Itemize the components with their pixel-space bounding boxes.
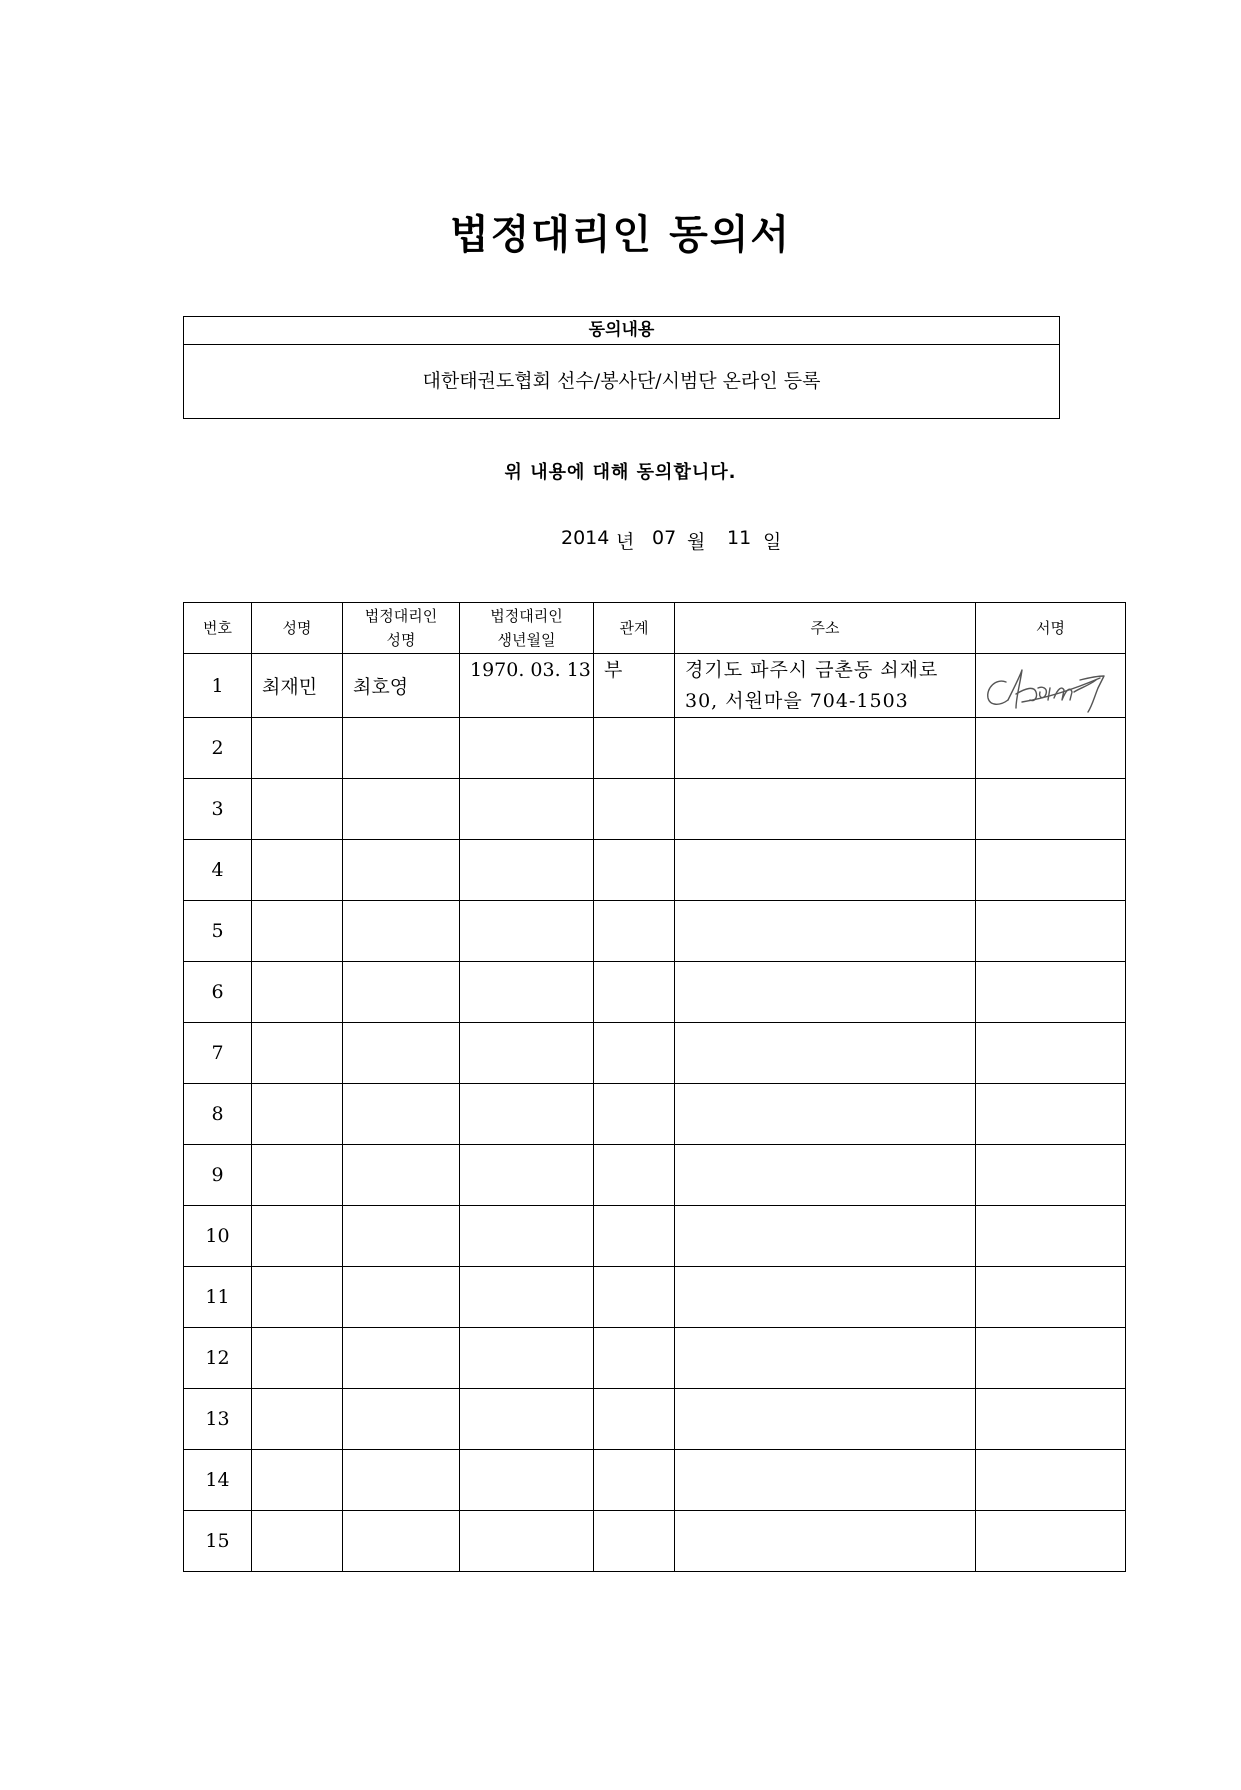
row-number: 5 <box>184 901 252 962</box>
header-guardian-birth <box>460 603 594 654</box>
date-month: 07 <box>652 527 677 549</box>
consent-body: 대한태권도협회 선수/봉사단/시범단 온라인 등록 <box>422 370 821 392</box>
guardian-table <box>183 602 1126 1572</box>
table-row <box>184 1389 1126 1450</box>
table-row <box>184 1328 1126 1389</box>
row-address: 경기도 파주시 금촌동 쇠재로 30, 서원마을 704-1503 <box>675 654 976 718</box>
header-guardian-name-line2: 성명 <box>386 631 416 649</box>
table-row <box>184 779 1126 840</box>
row-number: 15 <box>184 1511 252 1572</box>
row-guardian-birth: 1970. 03. 13 <box>460 654 594 718</box>
date-year: 2014 <box>561 527 610 549</box>
row-number: 14 <box>184 1450 252 1511</box>
date-month-unit: 월 <box>687 531 706 553</box>
table-row <box>184 962 1126 1023</box>
table-header-row <box>184 603 1126 654</box>
row-number: 9 <box>184 1145 252 1206</box>
table-row <box>184 654 1126 718</box>
table-row <box>184 1145 1126 1206</box>
table-row <box>184 901 1126 962</box>
date-day: 11 <box>727 527 752 549</box>
row-number: 2 <box>184 718 252 779</box>
table-row <box>184 718 1126 779</box>
row-number: 12 <box>184 1328 252 1389</box>
row-number: 8 <box>184 1084 252 1145</box>
table-row <box>184 1206 1126 1267</box>
header-signature: 서명 <box>976 603 1126 654</box>
header-relation: 관계 <box>594 603 675 654</box>
row-number: 1 <box>184 654 252 718</box>
date-year-unit: 년 <box>616 531 635 553</box>
row-number: 13 <box>184 1389 252 1450</box>
row-signature <box>976 654 1126 718</box>
row-guardian-name: 최호영 <box>343 654 460 718</box>
header-number: 번호 <box>184 603 252 654</box>
row-relation: 부 <box>594 654 675 718</box>
table-row <box>184 1084 1126 1145</box>
row-name: 최재민 <box>252 654 343 718</box>
table-row <box>184 840 1126 901</box>
table-row <box>184 1511 1126 1572</box>
header-guardian-name-line1: 법정대리인 <box>364 607 438 625</box>
date-day-unit: 일 <box>763 531 782 553</box>
row-number: 4 <box>184 840 252 901</box>
row-number: 10 <box>184 1206 252 1267</box>
header-guardian-birth-line2: 생년월일 <box>497 631 556 649</box>
signature-image <box>976 658 1122 714</box>
consent-header: 동의내용 <box>184 317 1059 345</box>
header-guardian-birth-line1: 법정대리인 <box>490 607 563 625</box>
row-number: 3 <box>184 779 252 840</box>
table-row <box>184 1450 1126 1511</box>
row-number: 6 <box>184 962 252 1023</box>
agree-statement: 위 내용에 대해 동의합니다. <box>504 462 737 483</box>
header-address: 주소 <box>675 603 976 654</box>
table-row <box>184 1023 1126 1084</box>
table-row <box>184 1267 1126 1328</box>
header-guardian-name <box>343 603 460 654</box>
row-number: 7 <box>184 1023 252 1084</box>
consent-box <box>183 316 1060 419</box>
header-name: 성명 <box>252 603 343 654</box>
document-title: 법정대리인 동의서 <box>449 212 792 258</box>
row-number: 11 <box>184 1267 252 1328</box>
